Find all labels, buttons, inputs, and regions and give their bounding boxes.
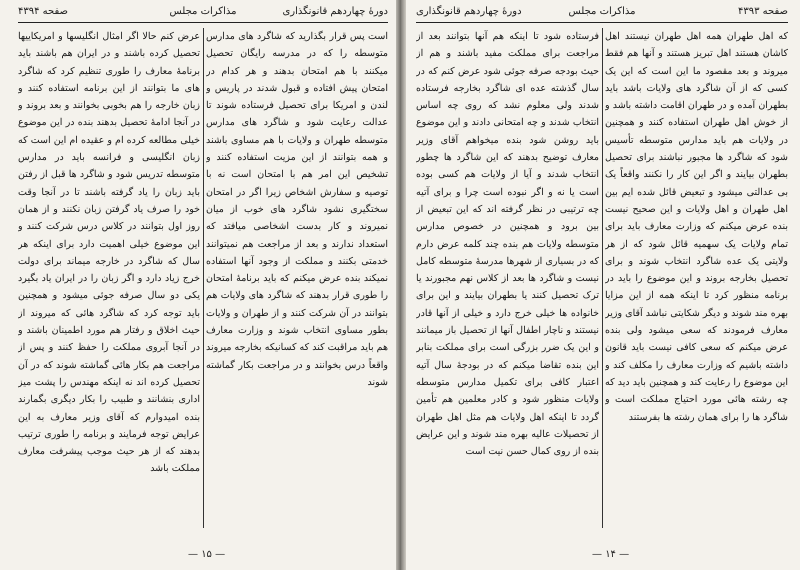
left-page-column-right	[206, 28, 388, 530]
right-page	[402, 0, 800, 570]
right-page-running-title: مذاکرات مجلس	[568, 6, 636, 17]
right-page-series-title: دورهٔ چهاردهم قانونگذاری	[416, 6, 522, 17]
right-page-header	[416, 6, 788, 22]
right-page-folio: — ۱۴ —	[592, 549, 630, 560]
left-page-number: صفحه ۴۳۹۴	[18, 6, 69, 17]
right-header-rule	[416, 22, 788, 23]
left-header-rule	[18, 22, 388, 23]
right-page-column-left-text: فرستاده شود تا اینکه هم آنها بتوانند بعد از مراجعت برای مملکت مفید باشند و هم از حیث بودجه صرفه جوئی شود عرض کنم که در سال گذشته عده ای شاگرد بخارجه فرستاده شدند ولی معلوم نشد که روی چه اساس انتخاب شدند و چه امتحانی دادند و این موضوع باید روشن شود بنده میخواهم آقای وزیر معارف توضیح بدهند که این شاگرد ها چطور انتخاب شدند و آیا از ولایات هم کسی بوده است یا نه و اگر نبوده است چرا و برای آتیه چه ترتیبی در نظر گرفته اند که این تبعیض از بین برود و همچنین در خصوص مدارس متوسطه ولایات هم بنده چند کلمه عرض دارم که در بسیاری از شهرها مدرسهٔ متوسطه کامل نیست و شاگرد ها بعد از کلاس نهم مجبورند یا ترک تحصیل کنند یا بطهران بیایند و این برای خانواده ها خیلی خرج دارد و خیلی از آنها قادر نیستند و ناچار اطفال آنها از تحصیل باز میمانند و این یک ضرر بزرگی است برای مملکت بنابر این بنده تقاضا میکنم که در بودجهٔ سال آتیه اعتبار کافی برای تکمیل مدارس متوسطه ولایات منظور شود و کادر معلمین هم تأمین گردد تا اینکه اهل ولایات هم مثل اهل طهران از تحصیلات عالیه بهره مند شوند و این عرایض بنده از روی کمال حسن نیت است	[416, 31, 599, 458]
right-column-divider	[602, 28, 603, 528]
left-page-folio: — ۱۵ —	[188, 549, 226, 560]
left-page-column-right-text: است پس قرار بگذارید که شاگرد های مدارس متوسطه را که در مدرسه رایگان تحصیل میکنند با هم امتحان بدهند و هر کدام در امتحان پیش افتاده و قبول شدند در پاریس و لندن و امریکا برای تحصیل فرستاده شوند تا عدالت رعایت شود و شاگرد های مدارس متوسطه طهران و ولایات با هم مساوی باشند و همه بتوانند از این مزیت استفاده کنند و تشخیص این امر هم با امتحان است نه با توصیه و سفارش اشخاص زیرا اگر در امتحان سختگیری نشود شاگرد های خوب از میان نمیروند و کار بدست اشخاصی میافتد که استعداد ندارند و بعد از مراجعت هم نمیتوانند خدمتی بکنند و مملکت از وجود آنها استفاده نمیکند بنده عرض میکنم که باید برنامهٔ امتحان را طوری قرار بدهند که شاگرد های ولایات هم بتوانند در آن شرکت کنند و از طهران و ولایات بطور مساوی انتخاب شوند و وزارت معارف هم باید مراقبت کند که کسانیکه بخارجه میروند واقعاً درس بخوانند و در مراجعت بکار گماشته شوند	[206, 31, 388, 388]
right-page-column-right-text: که اهل طهران همه اهل طهران نیستند اهل کاشان هستند اهل تبریز هستند و آنها هم فقط میروند و بعد مقصود ما این است که این یک کسی که از آن شاگرد های ولایات باشد باید بطهران آمده و در طهران اقامت داشته باشد و از خوش اهل طهران استفاده کنند و همچنین در ولایات هم باید مدارس متوسطه تأسیس شود که شاگرد ها مجبور نباشند برای تحصیل بطهران بیایند و اگر این کار را نکنند واقعاً یک بی عدالتی میشود و تبعیض قائل شده ایم بین اهل طهران و اهل ولایات و این صحیح نیست بنده عرض میکنم که وزارت معارف باید برای تمام ولایات یک سهمیه قائل شود که از هر ولایتی یک عده شاگرد انتخاب شوند و برای تحصیل بخارجه بروند و این موضوع را باید در برنامه منظور کرد تا اینکه همه از این مزایا بهره مند شوند و دیگر شکایتی نباشد آقای وزیر معارف فرمودند که سعی میشود ولی بنده عرض میکنم که سعی کافی نیست باید قانون داشته باشیم که وزارت معارف را مکلف کند و این موضوع را رعایت کند و همچنین باید دید که چه رشته هائی مورد احتیاج مملکت است و شاگرد ها را برای همان رشته ها بفرستند	[605, 31, 788, 423]
right-page-column-right	[605, 28, 788, 530]
right-page-column-left	[416, 28, 599, 530]
left-page-column-left	[18, 28, 200, 530]
book-gutter	[396, 0, 406, 570]
left-page-series-title: دورهٔ چهاردهم قانونگذاری	[282, 6, 388, 17]
left-page-running-title: مذاکرات مجلس	[169, 6, 237, 17]
left-column-divider	[203, 28, 204, 528]
right-page-number: صفحه ۴۳۹۳	[737, 6, 788, 17]
left-page-header	[18, 6, 388, 22]
left-page-column-left-text: عرض کنم حالا اگر امثال انگلیسها و امریکاییها تحصیل کرده باشند و در ایران هم باشند باید برنامهٔ معارف را طوری تنظیم کرد که شاگرد های ما بتوانند از این برنامه استفاده کنند و زبان خارجه را هم بخوبی بخوانند و بعد بروند و در آنجا ادامهٔ تحصیل بدهند بنده در این موضوع خیلی مطالعه کرده ام و عقیده ام این است که زبان انگلیسی و فرانسه باید در مدارس متوسطه تدریس شود و شاگرد ها قبل از رفتن باید زبان را یاد گرفته باشند تا در آنجا وقت خود را صرف یاد گرفتن زبان نکنند و از همان روز اول بتوانند در کلاس درس شرکت کنند و این موضوع خیلی اهمیت دارد برای اینکه هر سال که شاگرد در خارجه میماند برای دولت خرج زیاد دارد و اگر زبان را در ایران یاد بگیرد یکی دو سال صرفه جوئی میشود و همچنین باید توجه کرد که شاگرد هائی که میروند از حیث اخلاق و رفتار هم مورد اطمینان باشند و در آنجا آبروی مملکت را حفظ کنند و پس از مراجعت هم بکار هائی گماشته شوند که در آن تحصیل کرده اند نه اینکه مهندس را پشت میز اداری بنشانند و طبیب را بکار دیگری بگمارند بنده امیدوارم که آقای وزیر معارف به این عرایض توجه فرمایند و برنامه را طوری ترتیب بدهند که از هر حیث موجب پیشرفت معارف مملکت باشد	[18, 31, 200, 475]
